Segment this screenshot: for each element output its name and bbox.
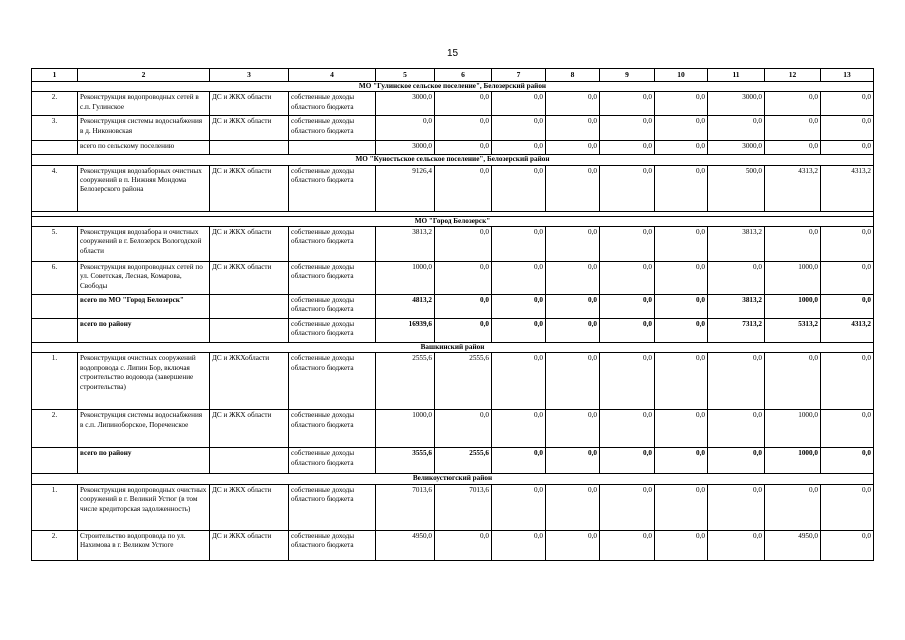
cell-value: 0,0 <box>546 530 600 560</box>
cell-value: 0,0 <box>655 319 708 343</box>
cell-value: 1000,0 <box>376 410 435 448</box>
cell-value: 0,0 <box>600 227 655 262</box>
cell-value: 0,0 <box>821 141 874 155</box>
row-responsible: ДС и ЖКХобласти <box>210 353 289 410</box>
cell-value: 3000,0 <box>376 92 435 116</box>
cell-value: 0,0 <box>708 410 765 448</box>
section-row <box>32 343 874 353</box>
row-number: 3. <box>32 116 78 141</box>
column-header: 13 <box>821 69 874 82</box>
row-responsible: ДС и ЖКХ области <box>210 410 289 448</box>
section-row <box>32 474 874 484</box>
cell-value: 0,0 <box>655 295 708 319</box>
cell-value: 9126,4 <box>376 165 435 211</box>
cell-value: 0,0 <box>546 141 600 155</box>
column-header: 12 <box>765 69 821 82</box>
cell-value: 3000,0 <box>376 141 435 155</box>
cell-value: 0,0 <box>821 116 874 141</box>
cell-value: 2555,6 <box>376 353 435 410</box>
cell-value: 1000,0 <box>765 262 821 295</box>
cell-value: 0,0 <box>435 92 492 116</box>
column-header: 6 <box>435 69 492 82</box>
cell-value: 500,0 <box>708 165 765 211</box>
cell-value: 0,0 <box>655 410 708 448</box>
row-name: всего по сельскому поселению <box>78 141 210 155</box>
row-source: собственные доходы областного бюджета <box>289 92 376 116</box>
cell-value: 0,0 <box>492 410 546 448</box>
table-row <box>32 165 874 211</box>
section-title: Вашкинский район <box>32 343 874 353</box>
cell-value: 0,0 <box>492 116 546 141</box>
row-name: всего по району <box>78 448 210 474</box>
cell-value: 0,0 <box>821 353 874 410</box>
cell-value: 3813,2 <box>708 227 765 262</box>
cell-value: 1000,0 <box>376 262 435 295</box>
table-row <box>32 410 874 448</box>
cell-value: 0,0 <box>546 410 600 448</box>
cell-value: 0,0 <box>655 484 708 530</box>
table-row <box>32 92 874 116</box>
table-row <box>32 141 874 155</box>
cell-value: 0,0 <box>546 92 600 116</box>
cell-value: 0,0 <box>492 227 546 262</box>
row-source: собственные доходы областного бюджета <box>289 353 376 410</box>
cell-value: 0,0 <box>600 295 655 319</box>
row-name: Строительство водопровода по ул. Нахимова в г. Великом Устюге <box>78 530 210 560</box>
column-header: 11 <box>708 69 765 82</box>
cell-value: 7013,6 <box>376 484 435 530</box>
row-source: собственные доходы областного бюджета <box>289 165 376 211</box>
table-row <box>32 484 874 530</box>
budget-table <box>31 68 874 561</box>
row-responsible: ДС и ЖКХ области <box>210 227 289 262</box>
cell-value: 3555,6 <box>376 448 435 474</box>
section-title: МО "Гулинское сельское поселение", Белозерский район <box>32 82 874 92</box>
cell-value: 0,0 <box>492 448 546 474</box>
cell-value: 0,0 <box>435 295 492 319</box>
cell-value: 0,0 <box>492 530 546 560</box>
cell-value: 0,0 <box>600 165 655 211</box>
cell-value: 0,0 <box>765 141 821 155</box>
cell-value: 0,0 <box>435 319 492 343</box>
cell-value: 0,0 <box>655 353 708 410</box>
header-row <box>32 69 874 82</box>
row-responsible: ДС и ЖКХ области <box>210 262 289 295</box>
cell-value: 0,0 <box>492 295 546 319</box>
cell-value: 0,0 <box>821 410 874 448</box>
total-row <box>32 448 874 474</box>
row-source: собственные доходы областного бюджета <box>289 530 376 560</box>
cell-value: 4950,0 <box>765 530 821 560</box>
cell-value: 0,0 <box>546 448 600 474</box>
cell-value: 0,0 <box>708 353 765 410</box>
row-number: 2. <box>32 530 78 560</box>
row-number: 4. <box>32 165 78 211</box>
row-source: собственные доходы областного бюджета <box>289 319 376 343</box>
cell-value: 0,0 <box>546 484 600 530</box>
cell-value: 1000,0 <box>765 410 821 448</box>
cell-value: 0,0 <box>600 484 655 530</box>
cell-value: 7313,2 <box>708 319 765 343</box>
cell-value: 0,0 <box>546 116 600 141</box>
row-source: собственные доходы областного бюджета <box>289 227 376 262</box>
cell-value: 0,0 <box>765 353 821 410</box>
row-source: собственные доходы областного бюджета <box>289 484 376 530</box>
cell-value: 4313,2 <box>821 165 874 211</box>
cell-value: 1000,0 <box>765 448 821 474</box>
cell-value: 3000,0 <box>708 92 765 116</box>
cell-value: 0,0 <box>821 92 874 116</box>
cell-value: 0,0 <box>655 165 708 211</box>
column-header: 9 <box>600 69 655 82</box>
cell-value: 0,0 <box>821 295 874 319</box>
cell-value: 2555,6 <box>435 448 492 474</box>
row-responsible: ДС и ЖКХ области <box>210 165 289 211</box>
section-title: МО "Куностьское сельское поселение", Белозерский район <box>32 155 874 165</box>
cell-value: 0,0 <box>708 448 765 474</box>
section-row <box>32 216 874 226</box>
cell-value: 4813,2 <box>376 295 435 319</box>
row-number: 2. <box>32 410 78 448</box>
row-source: собственные доходы областного бюджета <box>289 295 376 319</box>
cell-value: 0,0 <box>600 141 655 155</box>
cell-value: 0,0 <box>435 165 492 211</box>
row-number: 6. <box>32 262 78 295</box>
row-number: 1. <box>32 353 78 410</box>
total-row <box>32 319 874 343</box>
row-source: собственные доходы областного бюджета <box>289 116 376 141</box>
cell-value: 0,0 <box>600 92 655 116</box>
cell-value: 0,0 <box>435 262 492 295</box>
cell-value: 0,0 <box>821 530 874 560</box>
cell-value: 0,0 <box>821 227 874 262</box>
column-header: 1 <box>32 69 78 82</box>
cell-value: 0,0 <box>655 448 708 474</box>
cell-value: 4313,2 <box>821 319 874 343</box>
cell-value: 0,0 <box>655 141 708 155</box>
section-row <box>32 82 874 92</box>
column-header: 7 <box>492 69 546 82</box>
cell-value: 0,0 <box>546 262 600 295</box>
column-header: 3 <box>210 69 289 82</box>
cell-value: 0,0 <box>708 530 765 560</box>
cell-value: 0,0 <box>655 262 708 295</box>
cell-value: 0,0 <box>708 116 765 141</box>
cell-value: 0,0 <box>708 262 765 295</box>
table-row <box>32 227 874 262</box>
cell-value: 0,0 <box>600 530 655 560</box>
cell-value: 0,0 <box>435 410 492 448</box>
cell-value: 0,0 <box>492 92 546 116</box>
table-row <box>32 353 874 410</box>
cell-value: 0,0 <box>546 295 600 319</box>
cell-value: 0,0 <box>600 262 655 295</box>
column-header: 8 <box>546 69 600 82</box>
cell-value: 3813,2 <box>708 295 765 319</box>
cell-value: 0,0 <box>435 141 492 155</box>
cell-value: 0,0 <box>655 116 708 141</box>
row-number: 2. <box>32 92 78 116</box>
cell-value: 5313,2 <box>765 319 821 343</box>
cell-value: 0,0 <box>655 92 708 116</box>
cell-value: 4313,2 <box>765 165 821 211</box>
row-source: собственные доходы областного бюджета <box>289 262 376 295</box>
cell-value: 1000,0 <box>765 295 821 319</box>
row-source: собственные доходы областного бюджета <box>289 448 376 474</box>
row-name: Реконструкция водозабора и очистных сооружений в г. Белозерск Вологодской области <box>78 227 210 262</box>
cell-value: 0,0 <box>708 484 765 530</box>
cell-value: 0,0 <box>546 227 600 262</box>
cell-value: 0,0 <box>492 319 546 343</box>
cell-value: 0,0 <box>600 448 655 474</box>
cell-value: 0,0 <box>821 448 874 474</box>
column-header: 2 <box>78 69 210 82</box>
table-row <box>32 530 874 560</box>
page-number: 15 <box>446 48 459 59</box>
cell-value: 0,0 <box>655 530 708 560</box>
row-name: Реконструкция водозаборных очистных сооружений в п. Нижняя Мондома Белозерского района <box>78 165 210 211</box>
cell-value: 3813,2 <box>376 227 435 262</box>
section-title: МО "Город Белозерск" <box>32 216 874 226</box>
cell-value: 0,0 <box>821 262 874 295</box>
row-responsible: ДС и ЖКХ области <box>210 116 289 141</box>
cell-value: 0,0 <box>492 165 546 211</box>
cell-value: 4950,0 <box>376 530 435 560</box>
total-row <box>32 295 874 319</box>
row-number: 1. <box>32 484 78 530</box>
cell-value: 0,0 <box>492 262 546 295</box>
cell-value: 0,0 <box>376 116 435 141</box>
section-title: Великоустюгский район <box>32 474 874 484</box>
cell-value: 0,0 <box>435 530 492 560</box>
row-name: Реконструкция очистных сооружений водопровода с. Липин Бор, включая строительство водовода (завершение строительства) <box>78 353 210 410</box>
row-responsible: ДС и ЖКХ области <box>210 92 289 116</box>
cell-value: 0,0 <box>600 353 655 410</box>
cell-value: 0,0 <box>765 227 821 262</box>
row-name: Реконструкция водопроводных очистных сооружений в г. Великий Устюг (в том числе кредиторская задолженность) <box>78 484 210 530</box>
cell-value: 0,0 <box>492 353 546 410</box>
cell-value: 0,0 <box>765 116 821 141</box>
row-source: собственные доходы областного бюджета <box>289 410 376 448</box>
cell-value: 0,0 <box>435 227 492 262</box>
table-row <box>32 262 874 295</box>
cell-value: 7013,6 <box>435 484 492 530</box>
row-responsible: ДС и ЖКХ области <box>210 530 289 560</box>
row-name: Реконструкция системы водоснабжения в с.п. Липиноборское, Пореченское <box>78 410 210 448</box>
row-responsible: ДС и ЖКХ области <box>210 484 289 530</box>
cell-value: 2555,6 <box>435 353 492 410</box>
cell-value: 0,0 <box>600 410 655 448</box>
row-name: Реконструкция системы водоснабжения в д. Никоновская <box>78 116 210 141</box>
column-header: 5 <box>376 69 435 82</box>
cell-value: 0,0 <box>435 116 492 141</box>
row-name: всего по району <box>78 319 210 343</box>
section-row <box>32 155 874 165</box>
cell-value: 0,0 <box>492 141 546 155</box>
cell-value: 3000,0 <box>708 141 765 155</box>
cell-value: 0,0 <box>546 319 600 343</box>
table-row <box>32 116 874 141</box>
cell-value: 0,0 <box>765 484 821 530</box>
cell-value: 0,0 <box>546 353 600 410</box>
column-header: 4 <box>289 69 376 82</box>
cell-value: 0,0 <box>600 319 655 343</box>
row-name: всего по МО "Город Белозерск" <box>78 295 210 319</box>
cell-value: 0,0 <box>492 484 546 530</box>
cell-value: 0,0 <box>546 165 600 211</box>
cell-value: 0,0 <box>655 227 708 262</box>
row-name: Реконструкция водопроводных сетей по ул. Советская, Лесная, Комарова, Свободы <box>78 262 210 295</box>
cell-value: 0,0 <box>821 484 874 530</box>
row-name: Реконструкция водопроводных сетей в с.п. Гулинское <box>78 92 210 116</box>
cell-value: 0,0 <box>765 92 821 116</box>
cell-value: 16939,6 <box>376 319 435 343</box>
cell-value: 0,0 <box>600 116 655 141</box>
column-header: 10 <box>655 69 708 82</box>
row-number: 5. <box>32 227 78 262</box>
